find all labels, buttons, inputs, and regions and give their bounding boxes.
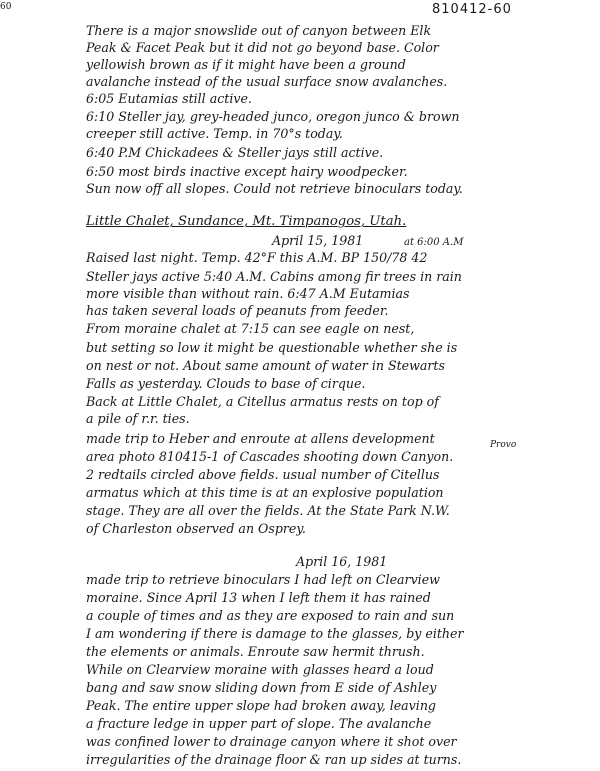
text-line: avalanche instead of the usual surface snow avalanches. xyxy=(86,74,448,89)
text-line: I am wondering if there is damage to the glasses, by either xyxy=(86,626,464,641)
text-line: a couple of times and as they are exposed to rain and sun xyxy=(86,608,455,623)
text-line: 6:10 Steller jay, grey-headed junco, oregon junco & brown xyxy=(86,109,460,124)
margin-mark: 60 xyxy=(0,2,12,12)
text-line: 2 redtails circled above fields. usual number of Citellus xyxy=(86,467,440,482)
text-line: yellowish brown as if it might have been a ground xyxy=(86,57,406,72)
text-line: made trip to Heber and enroute at allens development xyxy=(86,431,435,446)
text-line: Peak. The entire upper slope had broken away, leaving xyxy=(86,698,436,713)
text-line: has taken several loads of peanuts from feeder. xyxy=(86,303,389,318)
text-line: but setting so low it might be questionable whether she is xyxy=(86,340,458,355)
entry-time: at 6:00 A.M xyxy=(404,237,464,248)
text-line: irregularities of the drainage floor & ran up sides at turns. xyxy=(86,752,462,767)
text-line: There is a major snowslide out of canyon between Elk xyxy=(86,23,432,38)
text-line: 6:50 most birds inactive except hairy woodpecker. xyxy=(86,164,408,179)
text-line: the elements or animals. Enroute saw hermit thrush. xyxy=(86,644,425,659)
entry-date: April 15, 1981 xyxy=(272,233,364,248)
text-line: 6:40 P.M Chickadees & Steller jays still active. xyxy=(86,145,384,160)
text-line: more visible than without rain. 6:47 A.M Eutamias xyxy=(86,286,410,301)
entry-heading: Little Chalet, Sundance, Mt. Timpanogos, Utah. xyxy=(86,214,407,229)
text-line: Sun now off all slopes. Could not retrieve binoculars today. xyxy=(86,181,463,196)
text-line: stage. They are all over the fields. At the State Park N.W. xyxy=(86,503,450,518)
text-line: creeper still active. Temp. in 70°s today. xyxy=(86,126,343,141)
text-line: armatus which at this time is at an explosive population xyxy=(86,485,444,500)
text-line: Peak & Facet Peak but it did not go beyond base. Color xyxy=(86,40,439,55)
text-line: Back at Little Chalet, a Citellus armatus rests on top of xyxy=(86,394,439,409)
text-line: made trip to retrieve binoculars I had left on Clearview xyxy=(86,572,440,587)
text-line: Falls as yesterday. Clouds to base of cirque. xyxy=(86,376,366,391)
text-line: Raised last night. Temp. 42°F this A.M. BP 150/78 42 xyxy=(86,250,428,265)
text-line: While on Clearview moraine with glasses heard a loud xyxy=(86,662,434,677)
text-line: moraine. Since April 13 when I left them it has rained xyxy=(86,590,431,605)
text-line: was confined lower to drainage canyon where it shot over xyxy=(86,734,457,749)
page-id: 810412-60 xyxy=(432,2,512,17)
text-line: on nest or not. About same amount of water in Stewarts xyxy=(86,358,445,373)
text-line: Steller jays active 5:40 A.M. Cabins among fir trees in rain xyxy=(86,269,462,284)
text-line: a pile of r.r. ties. xyxy=(86,411,190,426)
text-line: 6:05 Eutamias still active. xyxy=(86,91,252,106)
text-line: bang and saw snow sliding down from E side of Ashley xyxy=(86,680,437,695)
text-line: a fracture ledge in upper part of slope. The avalanche xyxy=(86,716,432,731)
entry-date: April 16, 1981 xyxy=(296,554,388,569)
provo-insert: Provo xyxy=(490,440,517,450)
text-line: of Charleston observed an Osprey. xyxy=(86,521,306,536)
text-line: From moraine chalet at 7:15 can see eagle on nest, xyxy=(86,321,415,336)
text-line: area photo 810415-1 of Cascades shooting down Canyon. xyxy=(86,449,454,464)
